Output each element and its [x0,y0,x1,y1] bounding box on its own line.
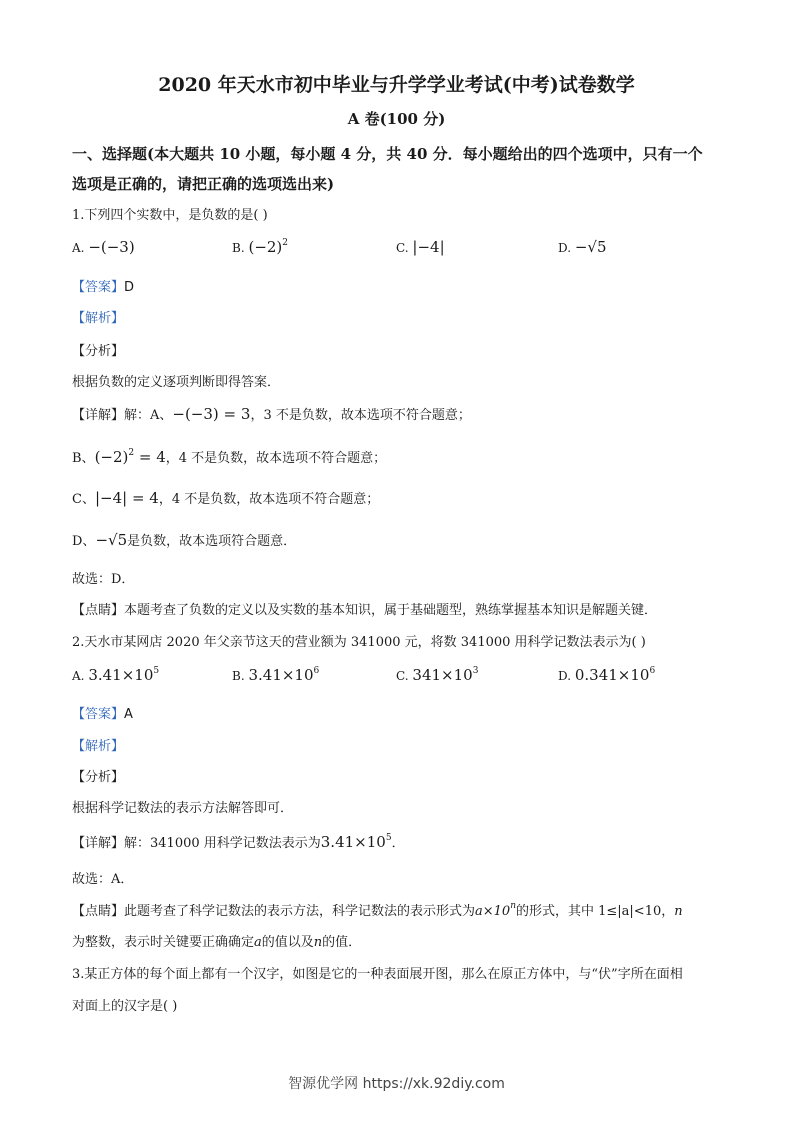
option-expr: (−2) [248,238,283,256]
q1-detail-a [72,404,471,423]
detail-prefix: 【详解】解：341000 用科学记数法表示为 [72,836,321,851]
q2-fenxi: 【分析】 [72,770,125,785]
option-expr: −(−3) [88,238,135,256]
option-label: A. [72,241,85,255]
q2-stem: 2.天水市某网店 2020 年父亲节这天的营业额为 341000 元，将数 341000 用科学记数法表示为( ) [72,635,646,650]
detail-suffix: ． [391,836,405,851]
option-label: D. [558,241,572,255]
detail-expr: (−2) [94,448,129,466]
detail-suffix: ，4 不是负数，故本选项不符合题意； [158,492,380,507]
q2-option-b [232,666,319,684]
option-label: C. [396,669,409,683]
option-base: 0.341×10 [574,666,650,684]
q2-answer [72,703,133,722]
option-sup: 6 [649,666,656,676]
option-expr: |−4| [412,238,445,256]
q1-fenxi-text: 根据负数的定义逐项判断即得答案． [72,375,281,390]
answer-value: A [124,707,133,722]
detail-eq: = 4 [134,448,166,466]
option-expr: −√5 [574,238,607,256]
option-label: C. [396,241,409,255]
section-heading-line2: 选项是正确的，请把正确的选项选出来) [72,175,335,193]
option-sup: 2 [282,238,289,248]
detail-sup: 5 [385,833,392,843]
q2-fenxi-text: 根据科学记数法的表示方法解答即可． [72,801,294,816]
detail-prefix: 【详解】解：A、 [72,408,173,423]
option-base: 341×10 [412,666,473,684]
q2-choose: 故选：A． [72,872,134,887]
q1-fenxi: 【分析】 [72,344,125,359]
option-label: B. [232,669,245,683]
dianjing-var: n [674,904,683,919]
q1-option-c [396,238,445,256]
q2-detail [72,832,405,851]
q3-stem-line2: 对面上的汉字是( ) [72,999,178,1014]
dianjing-var: n [313,935,323,950]
q1-stem: 1.下列四个实数中，是负数的是( ) [72,208,268,223]
option-base: 3.41×10 [248,666,314,684]
detail-suffix: ，4 不是负数，故本选项不符合题意； [165,451,387,466]
option-sup: 3 [472,666,479,676]
dianjing-text: 的形式，其中 1≤|a|<10， [516,904,675,919]
detail-sup: 2 [128,448,135,458]
q1-jiexi: 【解析】 [72,311,125,326]
dianjing-text: 【点睛】此题考查了科学记数法的表示方法，科学记数法的表示形式为 [72,904,476,919]
dianjing-text: 的值． [322,935,362,950]
q2-option-d [558,666,655,684]
q1-detail-d [72,530,296,549]
detail-expr: −√5 [95,531,128,549]
answer-value: D [124,280,135,295]
detail-prefix: D、 [72,534,96,549]
q2-dianjing-line1 [72,900,683,919]
q1-detail-c [72,488,379,507]
q2-option-c [396,666,478,684]
q3-stem-line1: 3.某正方体的每个面上都有一个汉字，如图是它的一种表面展开图，那么在原正方体中，与“伏”字所在面相 [72,967,683,982]
page-subtitle: A 卷(100 分) [347,110,446,128]
detail-suffix: 是负数，故本选项符合题意． [127,534,297,549]
detail-prefix: C、 [72,492,95,507]
answer-label: 【答案】 [72,280,125,295]
answer-label: 【答案】 [72,707,125,722]
q2-dianjing-line2 [72,931,361,950]
option-label: D. [558,669,572,683]
dianjing-text: 为整数，表示时关键要正确确定 [72,935,255,950]
dianjing-math: a×10 [475,904,511,919]
detail-expr: 3.41×10 [320,833,386,851]
footer-watermark: 智源优学网 https://xk.92diy.com [288,1076,505,1092]
q1-dianjing: 【点睛】本题考查了负数的定义以及实数的基本知识，属于基础题型，熟练掌握基本知识是解题关键． [72,603,658,618]
q1-detail-b [72,447,386,466]
q1-option-a [72,238,135,256]
dianjing-sup: n [510,901,516,911]
option-label: A. [72,669,85,683]
option-base: 3.41×10 [88,666,154,684]
q1-option-b [232,238,288,256]
q1-option-d [558,238,607,256]
detail-expr: |−4| = 4 [94,489,159,507]
q2-option-a [72,666,159,684]
detail-suffix: ，3 不是负数，故本选项不符合题意； [250,408,471,423]
option-label: B. [232,241,245,255]
dianjing-text: 的值以及 [261,935,314,950]
detail-expr: −(−3) = 3 [172,405,251,423]
option-sup: 5 [153,666,160,676]
option-sup: 6 [313,666,320,676]
q1-choose: 故选：D． [72,572,135,587]
detail-prefix: B、 [72,451,95,466]
section-heading-line1: 一、选择题(本大题共 10 小题，每小题 4 分，共 40 分．每小题给出的四个选项中，只有一个 [72,145,703,163]
page-title: 2020 年天水市初中毕业与升学学业考试(中考)试卷数学 [158,74,635,96]
q2-jiexi: 【解析】 [72,739,125,754]
q1-answer [72,276,134,295]
dianjing-var: a [254,935,262,950]
